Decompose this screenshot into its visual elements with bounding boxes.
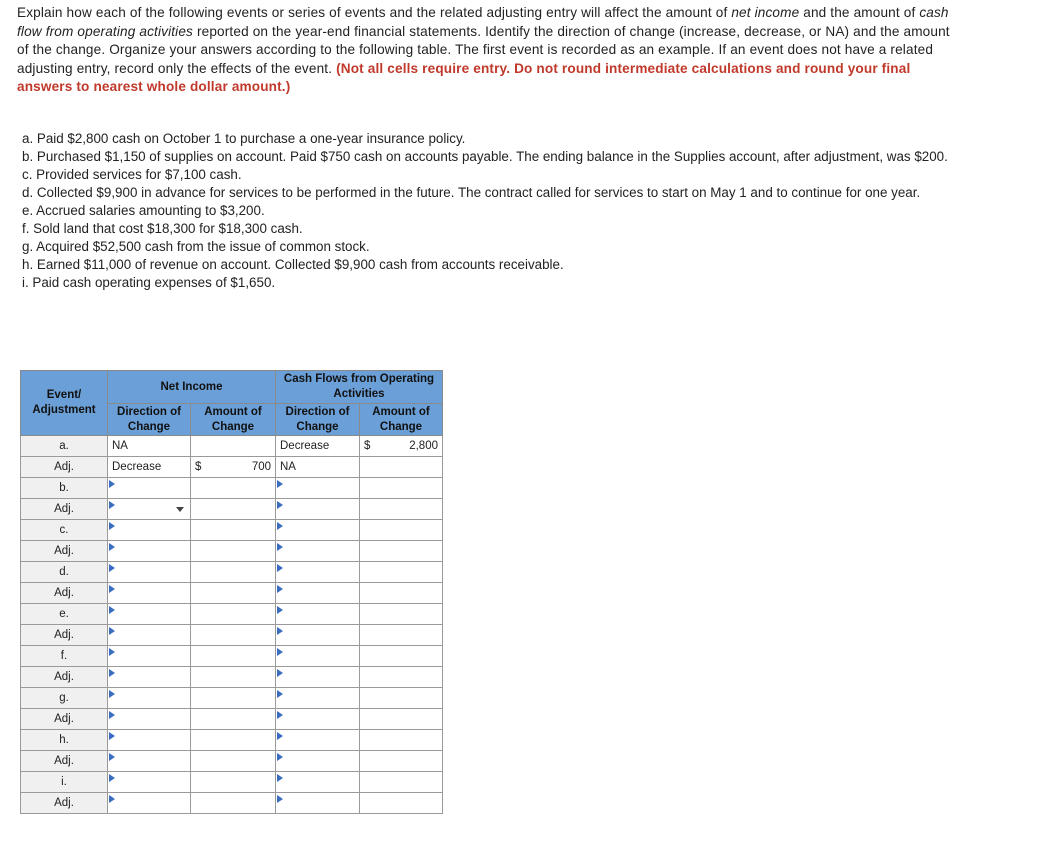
cf-direction-select[interactable] <box>276 604 360 625</box>
cf-amount-input[interactable] <box>360 625 443 646</box>
ni-amount-input[interactable] <box>191 583 276 604</box>
row-label: Adj. <box>21 499 108 520</box>
cf-amount-input[interactable] <box>360 520 443 541</box>
cf-amount-input[interactable] <box>360 646 443 667</box>
required-marker-icon <box>109 795 115 803</box>
required-marker-icon <box>277 522 283 530</box>
instructions-text-1: Explain how each of the following events or series of events and the related adjusting entry will affect the amount of <box>17 5 732 20</box>
cf-amount-input[interactable] <box>360 604 443 625</box>
row-label: Adj. <box>21 751 108 772</box>
required-marker-icon <box>109 564 115 572</box>
row-label: b. <box>21 478 108 499</box>
row-label: Adj. <box>21 667 108 688</box>
ni-amount-input[interactable] <box>191 499 276 520</box>
required-marker-icon <box>277 795 283 803</box>
required-marker-icon <box>109 711 115 719</box>
cf-direction-value: Decrease <box>276 436 360 457</box>
ni-amount-input[interactable] <box>191 730 276 751</box>
table-row <box>21 604 443 625</box>
table-row <box>21 667 443 688</box>
instructions-em-net-income: net income <box>731 5 800 20</box>
required-marker-icon <box>277 732 283 740</box>
row-label: h. <box>21 730 108 751</box>
cf-direction-select[interactable] <box>276 688 360 709</box>
ni-direction-select[interactable] <box>108 520 191 541</box>
row-label: a. <box>21 436 108 457</box>
chevron-down-icon[interactable] <box>176 507 184 512</box>
row-label: Adj. <box>21 709 108 730</box>
table-row <box>21 583 443 604</box>
event-item: f. Sold land that cost $18,300 for $18,300 cash. <box>22 221 303 236</box>
event-item: h. Earned $11,000 of revenue on account. Collected $9,900 cash from accounts receivable. <box>22 257 564 272</box>
row-label: f. <box>21 646 108 667</box>
ni-amount-input[interactable] <box>191 751 276 772</box>
ni-direction-select[interactable] <box>108 625 191 646</box>
ni-direction-value: NA <box>108 436 191 457</box>
amount: 2,800 <box>409 440 438 452</box>
cf-amount-input[interactable] <box>360 478 443 499</box>
cf-amount-input[interactable] <box>360 730 443 751</box>
cf-direction-select[interactable] <box>276 667 360 688</box>
cf-direction-select[interactable] <box>276 499 360 520</box>
table-row <box>21 730 443 751</box>
ni-direction-select[interactable] <box>108 667 191 688</box>
required-marker-icon <box>109 501 115 509</box>
table-row <box>21 793 443 814</box>
header-cash-flows: Cash Flows from Operating Activities <box>276 371 443 404</box>
header-ni-amount: Amount of Change <box>191 404 276 436</box>
cf-amount-input[interactable] <box>360 793 443 814</box>
ni-amount-input[interactable] <box>191 625 276 646</box>
ni-amount-value <box>191 457 276 478</box>
cf-amount-input[interactable] <box>360 688 443 709</box>
instructions-text-3: reported on the year-end financial statements. Identify the direction of change (increase, decrease, or NA) and the amount of the change. Organize your answers according to the following table. The first event is recorded as an example. If an event does not have a related adjusting entry, record only the effects of the event. <box>17 23 950 76</box>
cf-direction-select[interactable] <box>276 583 360 604</box>
table-row <box>21 478 443 499</box>
header-ni-direction: Direction of Change <box>108 404 191 436</box>
cf-direction-select[interactable] <box>276 772 360 793</box>
table-row <box>21 562 443 583</box>
event-item: g. Acquired $52,500 cash from the issue of common stock. <box>22 239 370 254</box>
cf-amount-input[interactable] <box>360 709 443 730</box>
required-marker-icon <box>109 480 115 488</box>
table-row <box>21 457 443 478</box>
ni-direction-value: Decrease <box>108 457 191 478</box>
required-marker-icon <box>109 543 115 551</box>
table-row <box>21 436 443 457</box>
cf-direction-select[interactable] <box>276 625 360 646</box>
required-marker-icon <box>109 774 115 782</box>
row-label: Adj. <box>21 793 108 814</box>
events-list <box>20 130 960 292</box>
table-row <box>21 646 443 667</box>
row-label: d. <box>21 562 108 583</box>
amount: 700 <box>251 461 271 473</box>
ni-direction-select[interactable] <box>108 751 191 772</box>
ni-amount-value <box>191 436 276 457</box>
header-net-income: Net Income <box>108 371 276 404</box>
required-marker-icon <box>109 648 115 656</box>
ni-direction-select[interactable] <box>108 709 191 730</box>
header-cf-direction: Direction of Change <box>276 404 360 436</box>
required-marker-icon <box>109 585 115 593</box>
table-row <box>21 751 443 772</box>
table-row <box>21 688 443 709</box>
cf-amount-input[interactable] <box>360 499 443 520</box>
required-marker-icon <box>277 501 283 509</box>
ni-direction-select[interactable] <box>108 793 191 814</box>
required-marker-icon <box>277 690 283 698</box>
cf-direction-value: NA <box>276 457 360 478</box>
row-label: g. <box>21 688 108 709</box>
required-marker-icon <box>109 690 115 698</box>
event-item: i. Paid cash operating expenses of $1,650. <box>22 275 276 290</box>
row-label: Adj. <box>21 457 108 478</box>
row-label: Adj. <box>21 625 108 646</box>
instructions-note: (Not all cells require entry. Do not round intermediate calculations and round your final answers to nearest whole dollar amount.) <box>17 60 911 94</box>
cf-amount-input[interactable] <box>360 562 443 583</box>
table-row <box>21 772 443 793</box>
ni-amount-input[interactable] <box>191 562 276 583</box>
ni-amount-input[interactable] <box>191 646 276 667</box>
ni-direction-select[interactable] <box>108 772 191 793</box>
cf-amount-input[interactable] <box>360 583 443 604</box>
required-marker-icon <box>109 627 115 635</box>
required-marker-icon <box>277 606 283 614</box>
event-item: c. Provided services for $7,100 cash. <box>22 167 242 182</box>
required-marker-icon <box>277 669 283 677</box>
ni-amount-input[interactable] <box>191 667 276 688</box>
cf-direction-select[interactable] <box>276 730 360 751</box>
required-marker-icon <box>109 606 115 614</box>
cf-direction-select[interactable] <box>276 541 360 562</box>
ni-direction-select[interactable] <box>108 646 191 667</box>
ni-amount-input[interactable] <box>191 604 276 625</box>
currency-symbol: $ <box>364 440 371 452</box>
cf-direction-select[interactable] <box>276 793 360 814</box>
ni-direction-select[interactable] <box>108 604 191 625</box>
ni-direction-select[interactable] <box>108 583 191 604</box>
cf-amount-input[interactable] <box>360 667 443 688</box>
ni-amount-input[interactable] <box>191 541 276 562</box>
cf-direction-select[interactable] <box>276 478 360 499</box>
table-row <box>21 709 443 730</box>
event-item: b. Purchased $1,150 of supplies on account. Paid $750 cash on accounts payable. The ending balance in the Supplies account, after adjustment, was $200. <box>22 149 948 164</box>
ni-direction-select[interactable] <box>108 541 191 562</box>
header-event-adjustment: Event/ Adjustment <box>21 371 108 436</box>
required-marker-icon <box>109 522 115 530</box>
currency-symbol: $ <box>195 461 202 473</box>
ni-direction-select[interactable] <box>108 730 191 751</box>
required-marker-icon <box>277 648 283 656</box>
table-row <box>21 499 443 520</box>
cf-amount-value <box>360 457 443 478</box>
event-item: d. Collected $9,900 in advance for services to be performed in the future. The contract called for services to start on May 1 and to continue for one year. <box>22 185 921 200</box>
ni-amount-input[interactable] <box>191 520 276 541</box>
event-item: a. Paid $2,800 cash on October 1 to purchase a one-year insurance policy. <box>22 131 466 146</box>
required-marker-icon <box>277 774 283 782</box>
table-row <box>21 541 443 562</box>
row-label: e. <box>21 604 108 625</box>
ni-amount-input[interactable] <box>191 688 276 709</box>
required-marker-icon <box>277 564 283 572</box>
cf-amount-input[interactable] <box>360 541 443 562</box>
ni-amount-input[interactable] <box>191 709 276 730</box>
instructions-text-2: and the amount of <box>799 5 920 20</box>
required-marker-icon <box>277 585 283 593</box>
event-item: e. Accrued salaries amounting to $3,200. <box>22 203 265 218</box>
required-marker-icon <box>109 669 115 677</box>
required-marker-icon <box>277 753 283 761</box>
cf-direction-select[interactable] <box>276 520 360 541</box>
required-marker-icon <box>109 732 115 740</box>
required-marker-icon <box>277 711 283 719</box>
row-label: c. <box>21 520 108 541</box>
required-marker-icon <box>109 753 115 761</box>
required-marker-icon <box>277 480 283 488</box>
table-row <box>21 520 443 541</box>
required-marker-icon <box>277 627 283 635</box>
row-label: i. <box>21 772 108 793</box>
cf-direction-select[interactable] <box>276 709 360 730</box>
header-cf-amount: Amount of Change <box>360 404 443 436</box>
answer-table <box>20 370 443 814</box>
cf-amount-input[interactable] <box>360 751 443 772</box>
ni-direction-select[interactable] <box>108 688 191 709</box>
ni-direction-select[interactable] <box>108 478 191 499</box>
instructions-em-cash-flow: cash flow from operating activities <box>17 5 949 39</box>
instructions <box>17 4 957 97</box>
cf-direction-select[interactable] <box>276 646 360 667</box>
required-marker-icon <box>277 543 283 551</box>
ni-amount-input[interactable] <box>191 793 276 814</box>
cf-amount-value <box>360 436 443 457</box>
ni-direction-select[interactable] <box>108 499 191 520</box>
table-row <box>21 625 443 646</box>
ni-amount-input[interactable] <box>191 772 276 793</box>
row-label: Adj. <box>21 583 108 604</box>
row-label: Adj. <box>21 541 108 562</box>
ni-direction-select[interactable] <box>108 562 191 583</box>
ni-amount-input[interactable] <box>191 478 276 499</box>
cf-direction-select[interactable] <box>276 751 360 772</box>
cf-amount-input[interactable] <box>360 772 443 793</box>
cf-direction-select[interactable] <box>276 562 360 583</box>
